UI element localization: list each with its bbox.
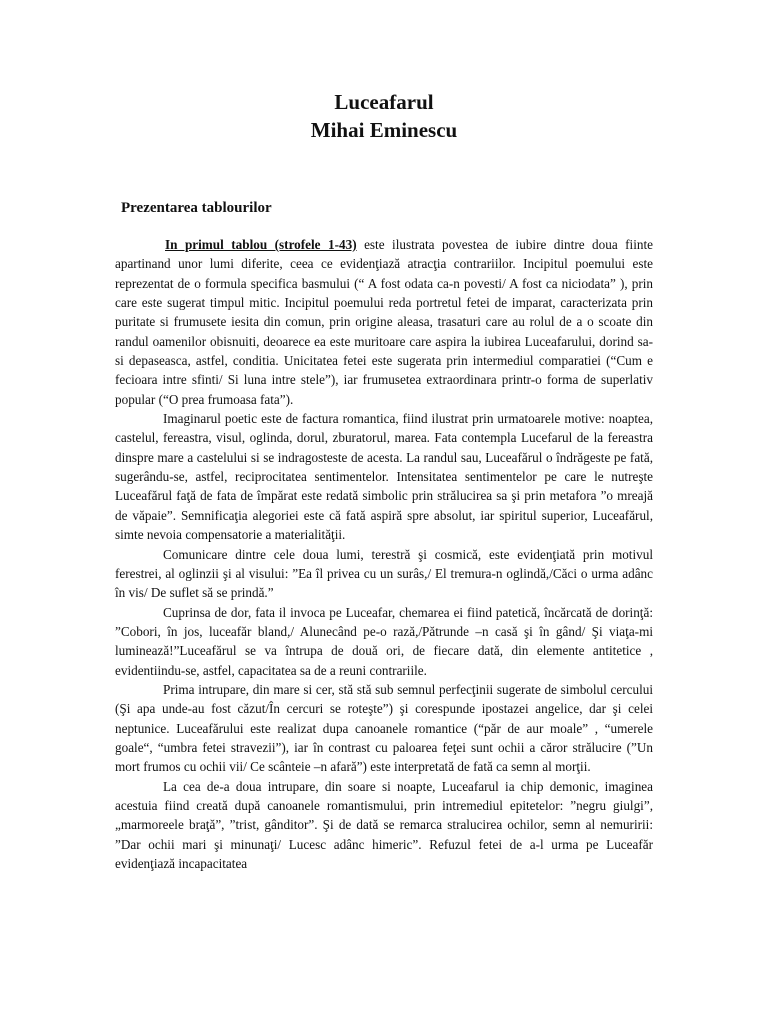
paragraph-text: este ilustrata povestea de iubire dintre doua fiinte apartinand unor lumi diferite, ceea ce evidenţiază atracţia contrariilor. Incipitul poemului este reprezentat de o formula specifica basmului (“ A fost odata ca-n povesti/ A fost ca niciodata” ), prin care este sugerat timpul mitic. Incipitul poemului reda portretul fetei de imparat, caracterizata prin puritate si frumusete iesita din comun, prin origine aleasa, trasaturi care au rolul de a o scoate din randul oamenilor obisnuiti, deoarece ea este muritoare care aspira la iubirea Luceafarului, dorind sa-si depaseasca, astfel, conditia. Unicitatea fetei este sugerata prin intermediul comparatiei (“Cum e fecioara intre sfinti/ Si luna intre stele”), iar frumusetea extraordinara printr-o forma de superlativ popular (“O prea frumoasa fata”). [115,237,653,407]
document-page [115,88,653,873]
paragraph-3: Comunicare dintre cele doua lumi, terestră şi cosmică, este evidenţiată prin motivul ferestrei, al oglinzii şi al visului: ”Ea îl privea cu un surâs,/ El tremura-n oglindă,/Căci o urma adânc în vis/ De suflet să se prindă.” [115,546,653,601]
paragraph-1 [115,235,653,409]
paragraph-2: Imaginarul poetic este de factura romantica, fiind ilustrat prin urmatoarele motive: noaptea, castelul, fereastra, visul, oglinda, dorul, zburatorul, marea. Fata contempla Lucefarul de la fereastra dinspre mare a castelului si se indragosteste de acesta. La randul sau, Luceafărul o îndrăgeste pe fată, sugerându-se, astfel, reciprocitatea sentimentelor. Intensitatea sentimentelor pe care le nutreşte Luceafărul faţă de fata de împărat este redată simbolic prin strălucirea sa şi prin metafora ”o mreajă de văpaie”. Semnificaţia alegoriei este că fată aspiră spre absolut, iar spiritul superior, Luceafărul, simte nevoia compensatorie a materialităţii. [115,411,653,543]
document-author: Mihai Eminescu [310,118,458,142]
section-heading: Prezentarea tablourilor [121,200,272,216]
paragraph-4: Cuprinsa de dor, fata il invoca pe Luceafar, chemarea ei fiind patetică, încărcată de dorinţă: ”Cobori, în jos, luceafăr bland,/ Alunecând pe-o rază,/Pătrunde –n casă şi în gând/ Şi viaţa-mi luminează!”Luceafărul se va întrupa de două ori, de fiecare dată, din elemente antitetice , evidentiindu-se, astfel, capacitatea sa de a reuni contrariile. [115,604,653,678]
paragraph-6: La cea de-a doua intrupare, din soare si noapte, Luceafarul ia chip demonic, imaginea acestuia fiind creată după canoanele romantismului, prin intremediul epitetelor: ”negru giulgi”, „marmoreele braţă”, ”trist, gânditor”. Şi de dată se remarca stralucirea ochilor, semn al nemuririi: ”Dar ochii mari şi minunaţi/ Lucesc adânc himeric”. Refuzul fetei de a-l urma pe Luceafăr evidenţiază incapacitatea [115,778,653,871]
paragraph-lead: In primul tablou (strofele 1-43) [165,237,357,252]
document-body [115,235,653,873]
document-title: Luceafarul [334,90,434,114]
paragraph-5: Prima intrupare, din mare si cer, stă stă sub semnul perfecţinii sugerate de simbolul cercului (Şi apa unde-au fost căzut/În cercuri se roteşte”) şi corespunde ipostazei angelice, dar şi celei neptunice. Luceafărului este realizat dupa canoanele romantice (“păr de aur moale” , “umerele goale“, “umbra fetei stravezii”), iar în contrast cu paloarea feţei sunt ochii a căror strălucire (”Un mort frumos cu ochii vii/ Ce scânteie –n afară”) este interpretată de fată ca semn al morţii. [115,681,653,775]
